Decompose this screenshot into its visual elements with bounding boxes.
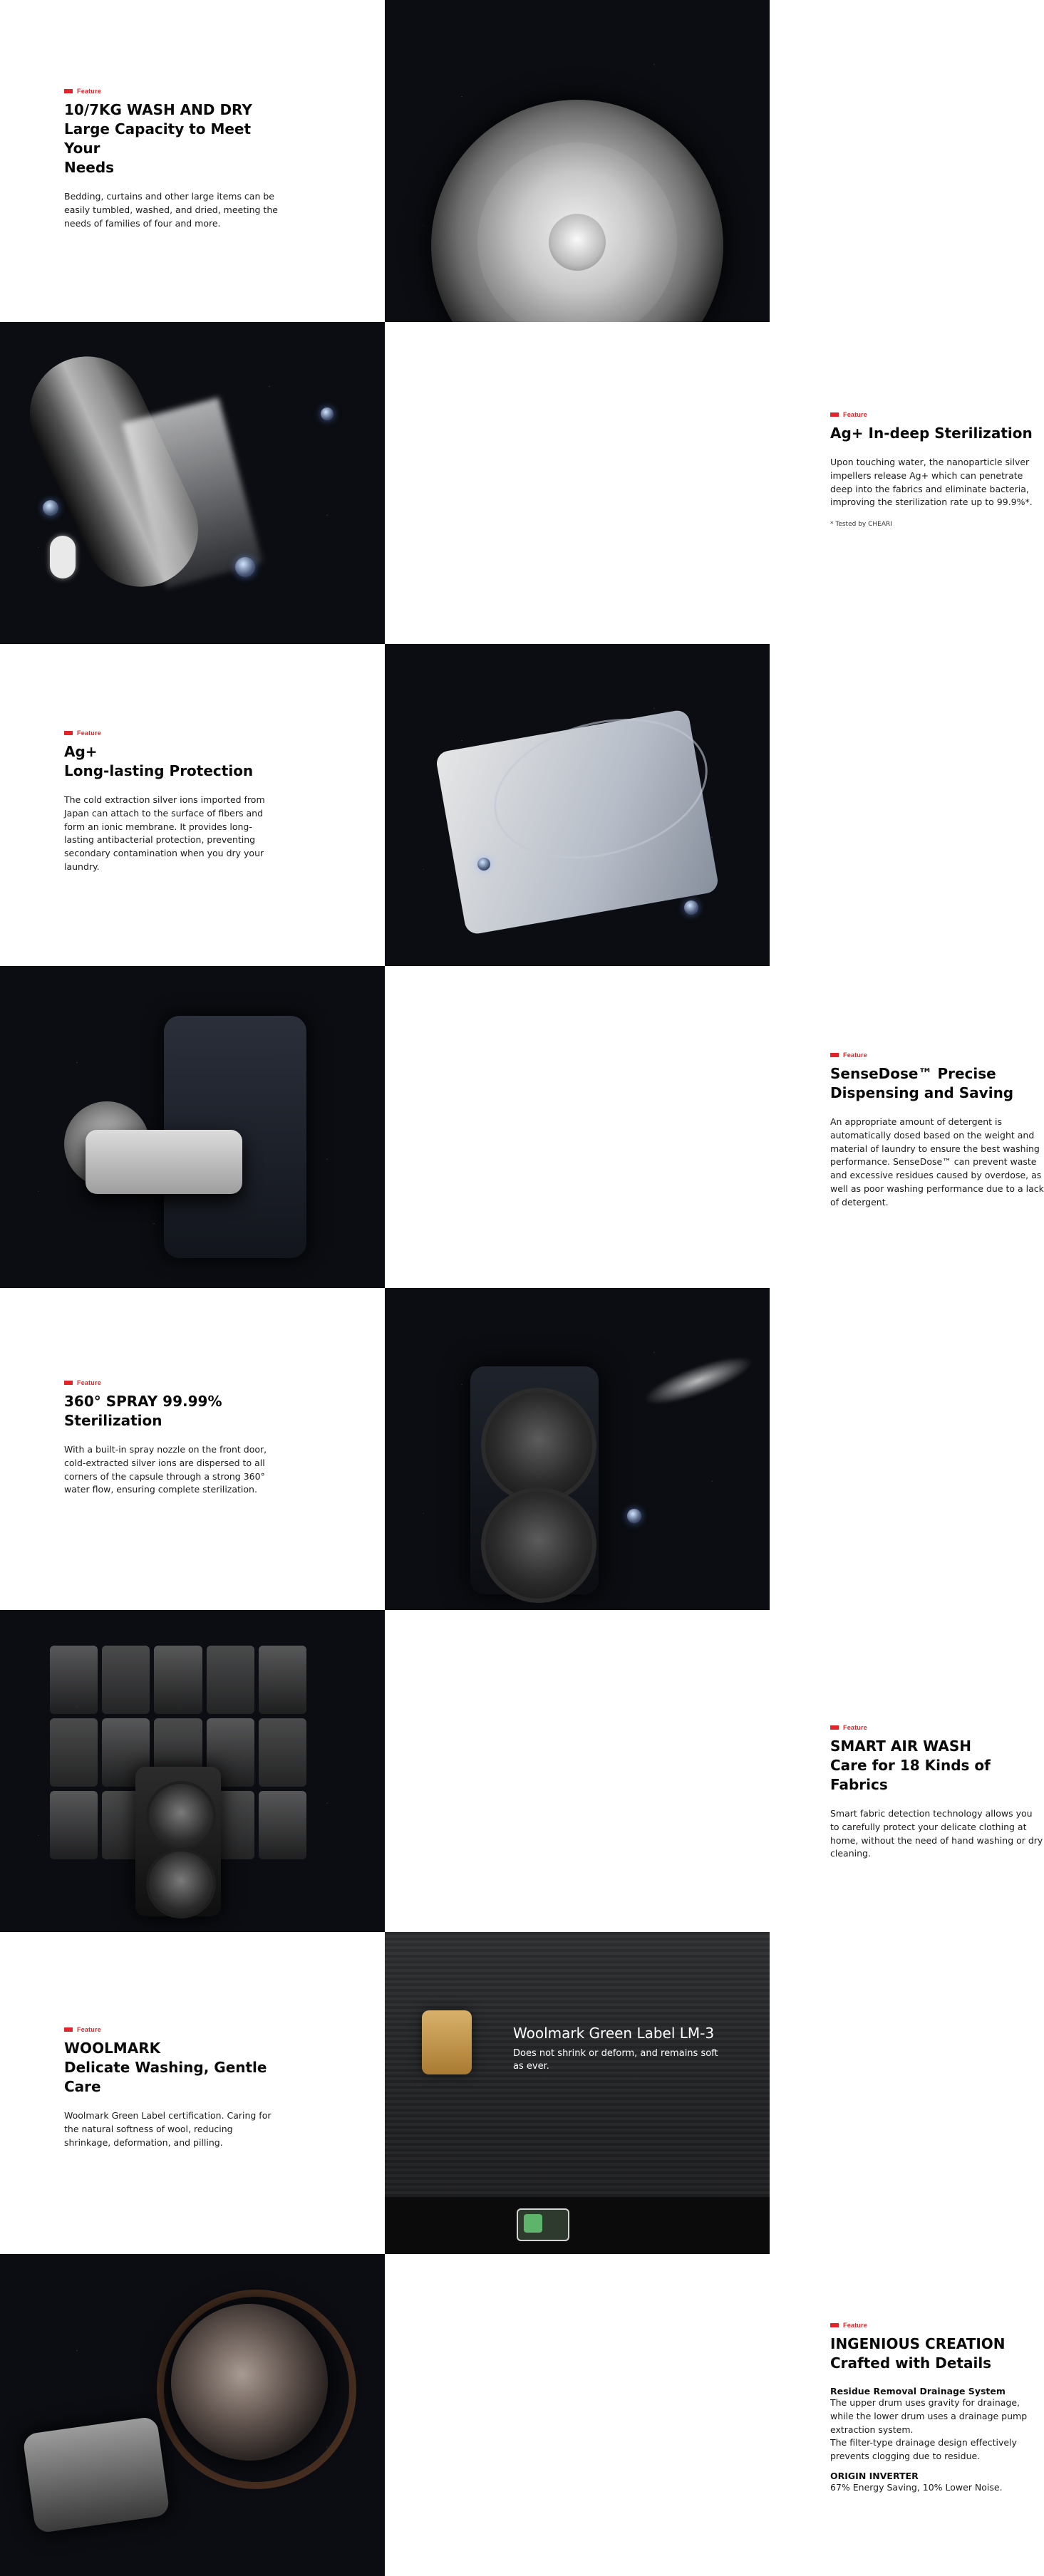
- sterilization-scene-image: [0, 322, 385, 644]
- fabric-tile: [259, 1791, 306, 1859]
- section-5-body: With a built-in spray nozzle on the front door, cold-extracted silver ions are dispersed to all corners of the capsule through a strong 360° water flow, ensuring complete sterilization.: [64, 1444, 267, 1495]
- fabric-tile: [102, 1646, 150, 1714]
- section-4: [0, 966, 1044, 1288]
- fabric-tile: [50, 1791, 98, 1859]
- detail-1-title: Residue Removal Drainage System: [830, 2386, 1006, 2396]
- detail-2-line-1: 67% Energy Saving, 10% Lower Noise.: [830, 2481, 1003, 2493]
- section-8-image: [0, 2254, 385, 2576]
- mini-drum-upper: [146, 1781, 216, 1851]
- lower-porthole: [481, 1487, 596, 1603]
- fabric-tile: [207, 1646, 254, 1714]
- section-8-title: INGENIOUS CREATION Crafted with Details: [830, 2335, 1006, 2372]
- section-8: [0, 2254, 1028, 2576]
- fabric-tile: [50, 1718, 98, 1787]
- section-1-text: [0, 0, 385, 322]
- section-7-text: [0, 1932, 385, 2254]
- badge-label: Feature: [77, 88, 101, 95]
- section-5: [0, 1288, 770, 1610]
- section-8-content: [830, 2322, 1044, 2495]
- badge-label: Feature: [77, 729, 101, 737]
- section-5-badge: [64, 1379, 278, 1386]
- two-drum-spray-image: [385, 1288, 770, 1610]
- wool-sweater: [422, 2010, 472, 2074]
- badge-mark-icon: [64, 89, 73, 93]
- woolmark-strip: [385, 2197, 770, 2254]
- section-3-content: [64, 729, 278, 874]
- orb-icon: [627, 1509, 641, 1523]
- section-2-text: [385, 322, 1033, 644]
- badge-mark-icon: [64, 2027, 73, 2032]
- section-6-body: Smart fabric detection technology allows you to carefully protect your delicate clothing at home, without the need of hand washing or dry cleaning.: [830, 1808, 1043, 1859]
- section-1: [0, 0, 770, 322]
- section-6-title: SMART AIR WASH Care for 18 Kinds of Fabrics: [830, 1738, 991, 1793]
- section-2-title: Ag+ In-deep Sterilization: [830, 425, 1033, 442]
- section-7-content: [64, 2026, 278, 2149]
- section-4-content: [830, 1051, 1044, 1209]
- dispenser-image: [0, 966, 385, 1288]
- orb-icon: [235, 557, 255, 577]
- badge-label: Feature: [843, 1724, 867, 1731]
- detail-1-line-1: The upper drum uses gravity for drainage, while the lower drum uses a drainage pump extraction system.: [830, 2397, 1028, 2435]
- motor-filter-image: [0, 2254, 385, 2576]
- astronaut: [50, 536, 76, 578]
- badge-label: Feature: [843, 1051, 867, 1059]
- detail-1-line-2: The filter-type drainage design effectively prevents clogging due to residue.: [830, 2437, 1017, 2461]
- fabric-tile: [50, 1646, 98, 1714]
- section-4-image: [0, 966, 385, 1288]
- fabrics-grid-image: [0, 1610, 385, 1932]
- section-7: [0, 1932, 770, 2254]
- section-2-note: * Tested by CHEARI: [830, 521, 892, 528]
- woolmark-logo-icon: [517, 2208, 569, 2241]
- section-1-image: [385, 0, 770, 322]
- upper-porthole: [481, 1388, 596, 1503]
- mini-drum-lower: [146, 1849, 216, 1918]
- section-3-body: The cold extraction silver ions imported from Japan can attach to the surface of fibers and form an ionic membrane. It provides long-lasting antibacterial protection, preventing secondary contamination when you dry your laundry.: [64, 794, 265, 872]
- section-5-text: [0, 1288, 385, 1610]
- woolmark-image: [385, 1932, 770, 2254]
- section-4-badge: [830, 1051, 1044, 1059]
- orb-icon: [321, 407, 334, 420]
- section-3-text: [0, 644, 385, 966]
- woolmark-image-title: Woolmark Green Label LM-3: [513, 2025, 715, 2042]
- dispenser-panel: [86, 1130, 242, 1194]
- section-2-image: [0, 322, 385, 644]
- badge-label: Feature: [843, 411, 867, 418]
- orb-icon: [684, 900, 698, 915]
- fabric-tile: [259, 1718, 306, 1787]
- shirt-protection-image: [385, 644, 770, 966]
- fabric-tile: [259, 1646, 306, 1714]
- section-7-title: WOOLMARK Delicate Washing, Gentle Care: [64, 2040, 267, 2095]
- section-5-title: 360° SPRAY 99.99% Sterilization: [64, 1393, 222, 1429]
- badge-label: Feature: [843, 2322, 867, 2329]
- badge-mark-icon: [64, 1381, 73, 1385]
- section-2: [0, 322, 1033, 644]
- section-1-title: 10/7KG WASH AND DRY Large Capacity to Meet Your Needs: [64, 101, 252, 176]
- drum-closeup-image: [385, 0, 770, 322]
- badge-label: Feature: [77, 1379, 101, 1386]
- section-6-image: [0, 1610, 385, 1932]
- section-3-title: Ag+ Long-lasting Protection: [64, 743, 254, 779]
- section-5-content: [64, 1379, 278, 1497]
- badge-label: Feature: [77, 2026, 101, 2033]
- section-4-text: [385, 966, 1044, 1288]
- badge-mark-icon: [830, 1725, 839, 1730]
- section-7-badge: [64, 2026, 278, 2033]
- badge-mark-icon: [830, 1053, 839, 1057]
- section-5-image: [385, 1288, 770, 1610]
- section-1-body: Bedding, curtains and other large items can be easily tumbled, washed, and dried, meeting the needs of families of four and more.: [64, 191, 278, 229]
- section-3-image: [385, 644, 770, 966]
- section-2-content: [830, 411, 1044, 528]
- section-4-title: SenseDose™ Precise Dispensing and Saving: [830, 1065, 1014, 1101]
- section-3: [0, 644, 770, 966]
- section-7-image: [385, 1932, 770, 2254]
- woolmark-image-subtitle: Does not shrink or deform, and remains soft as ever.: [513, 2048, 718, 2072]
- orb-icon: [43, 500, 58, 516]
- section-2-body: Upon touching water, the nanoparticle silver impellers release Ag+ which can penetrate deep into the fabrics and eliminate bacteria, improving the sterilization rate up to 99.9%*.: [830, 457, 1033, 508]
- section-1-content: [64, 88, 278, 230]
- section-1-badge: [64, 88, 278, 95]
- fabric-tile: [154, 1646, 202, 1714]
- section-6-content: [830, 1724, 1044, 1861]
- section-8-badge: [830, 2322, 1044, 2329]
- section-6-badge: [830, 1724, 1044, 1731]
- section-7-body: Woolmark Green Label certification. Caring for the natural softness of wool, reducing shrinkage, deformation, and pilling.: [64, 2110, 272, 2148]
- section-8-text: [385, 2254, 1028, 2576]
- orb-icon: [477, 858, 490, 871]
- inverter-motor: [171, 2304, 328, 2461]
- badge-mark-icon: [830, 412, 839, 417]
- badge-mark-icon: [64, 731, 73, 735]
- section-6-text: [385, 1610, 1043, 1932]
- section-6: [0, 1610, 1043, 1932]
- drum-center: [549, 214, 606, 271]
- drain-filter: [22, 2416, 170, 2533]
- section-2-badge: [830, 411, 1044, 418]
- section-4-body: An appropriate amount of detergent is automatically dosed based on the weight and material of laundry to ensure the best washing performance. SenseDose™ can prevent waste and excessive residues caused by overdose, as well as poor washing performance due to a lack of detergent.: [830, 1116, 1044, 1208]
- detail-2-title: ORIGIN INVERTER: [830, 2470, 919, 2481]
- badge-mark-icon: [830, 2323, 839, 2327]
- section-3-badge: [64, 729, 278, 737]
